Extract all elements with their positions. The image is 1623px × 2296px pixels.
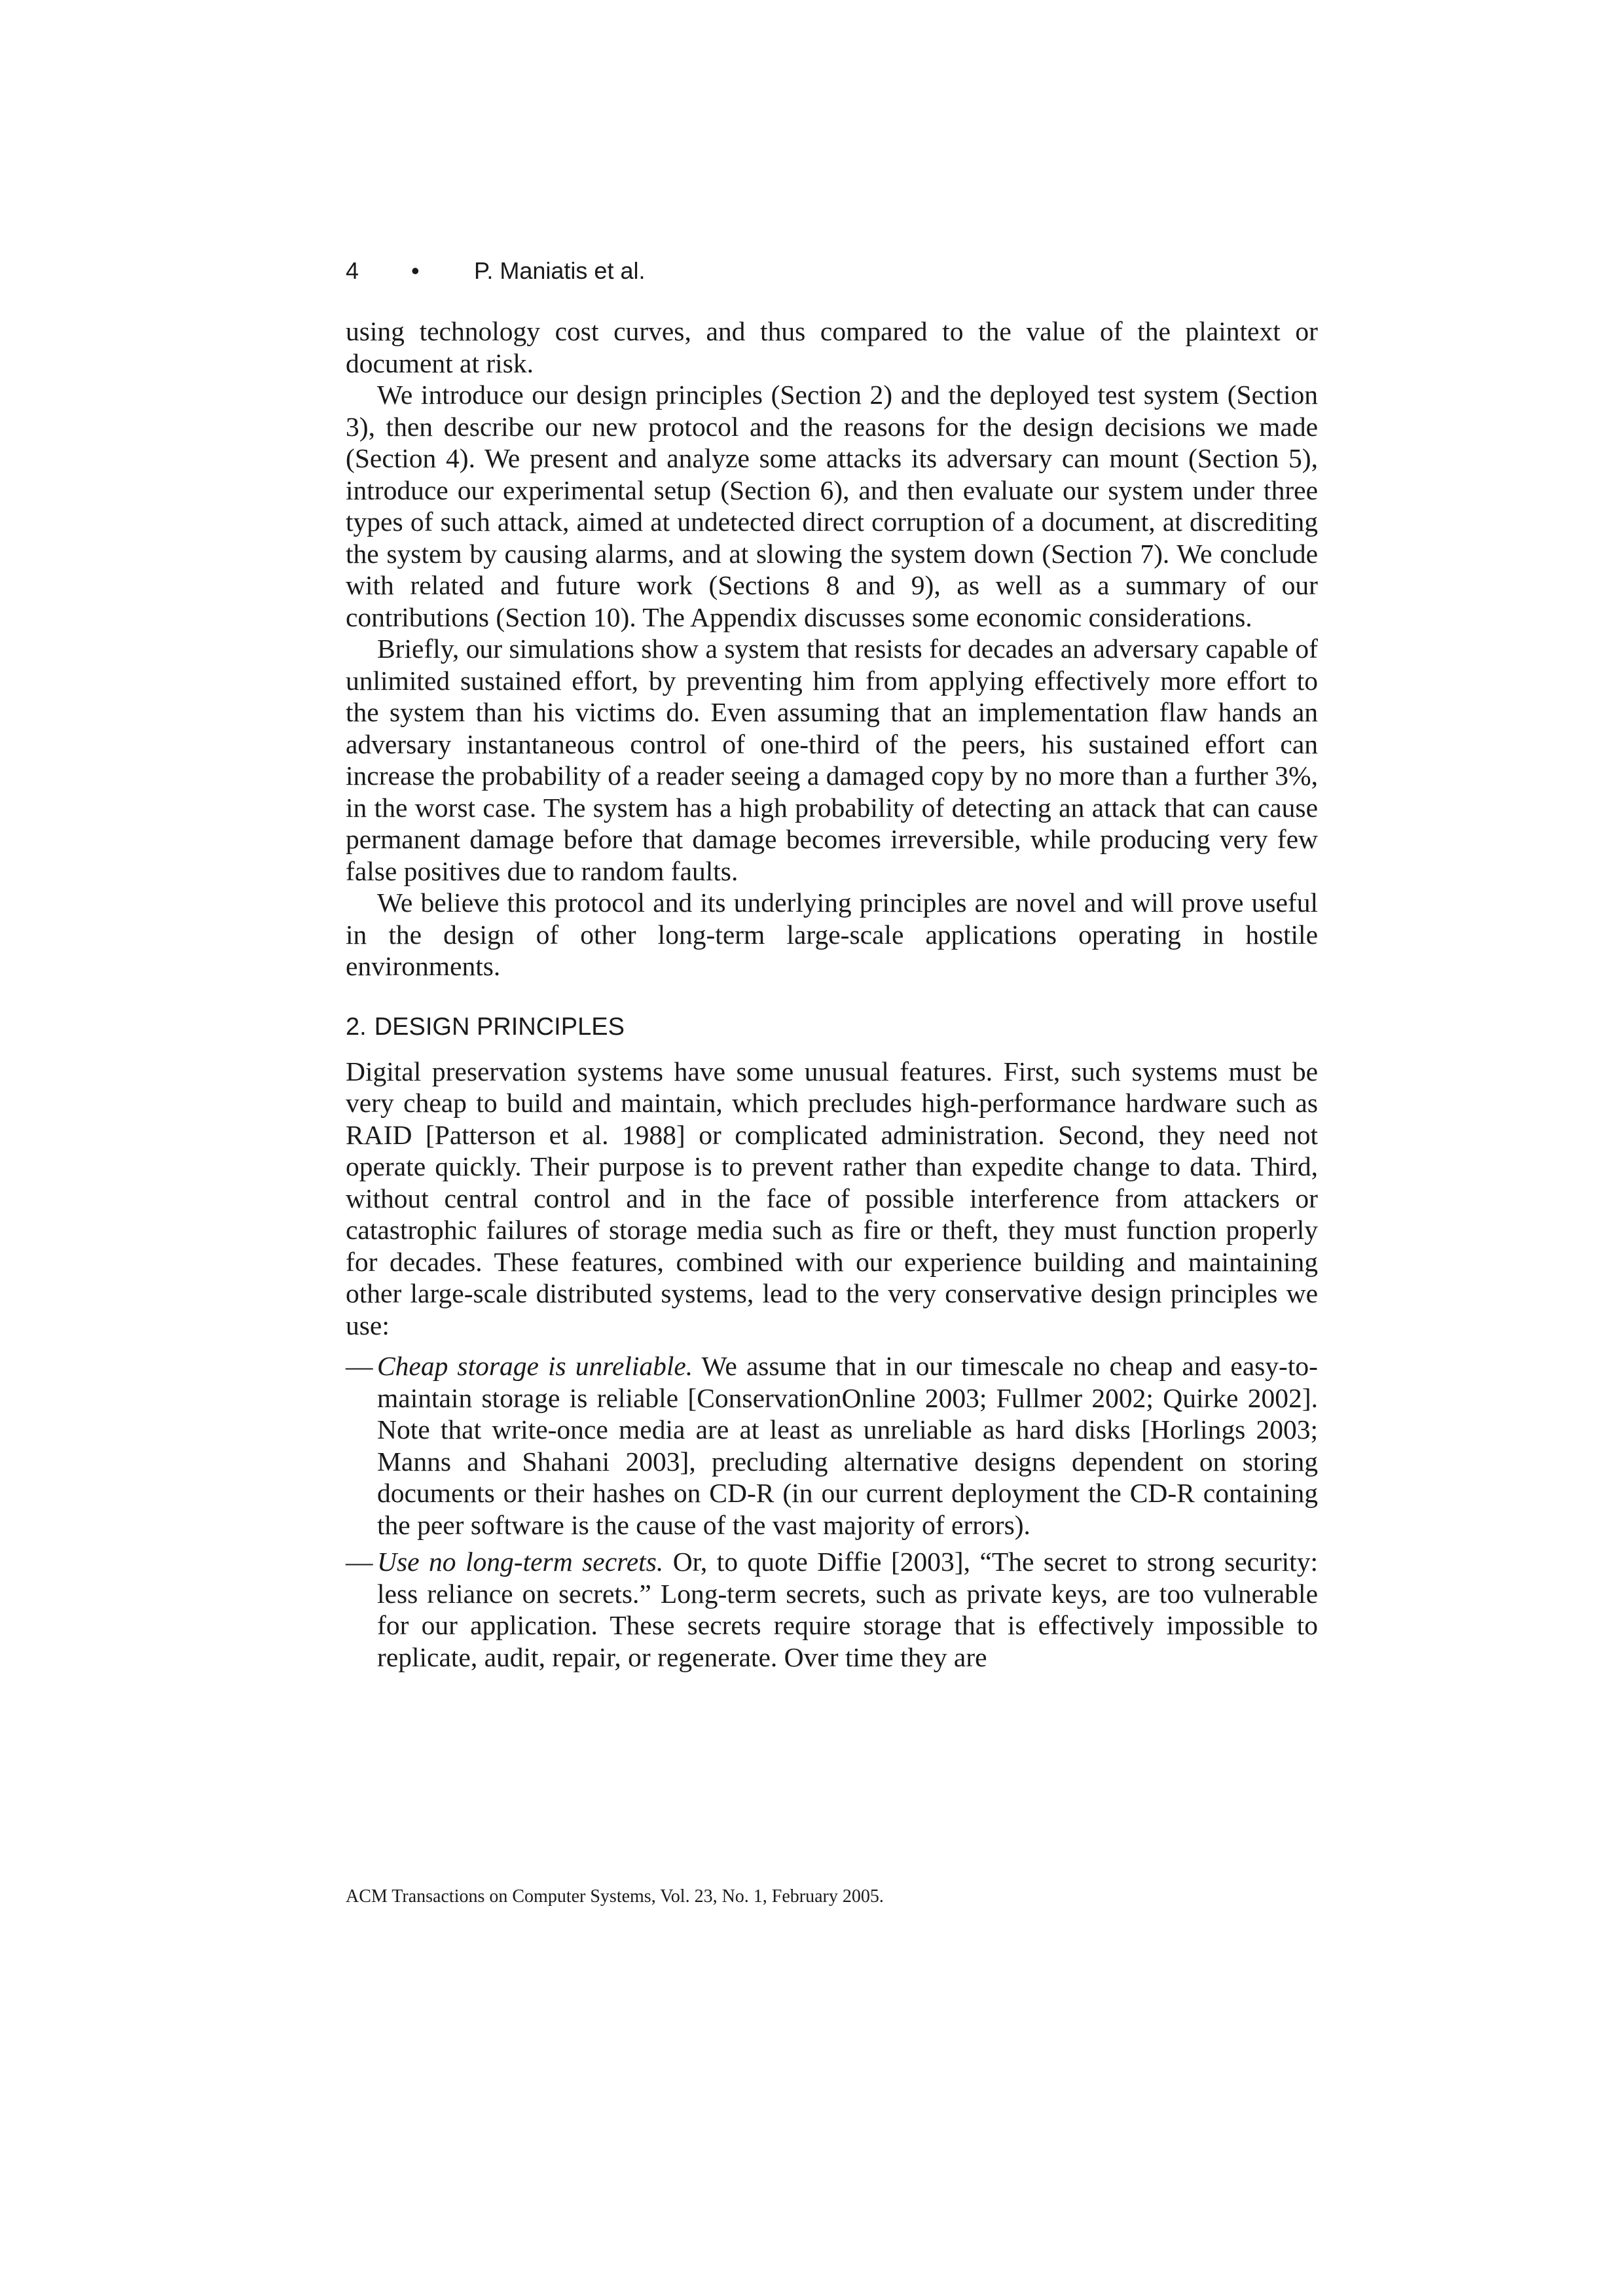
- principle-text: We assume that in our timescale no cheap and easy-to-maintain storage is reliable [ConservationOnline 2003; Fullmer 2002; Quirke 2002]. Note that write-once media are at least as unreliable as hard disks [Horlings 2003; Manns and Shahani 2003], precluding alternative designs dependent on storing documents or their hashes on CD-R (in our current deployment the CD-R containing the peer software is the cause of the vast majority of errors).: [377, 1351, 1318, 1540]
- paragraph-outline: We introduce our design principles (Section 2) and the deployed test system (Section 3), then describe our new protocol and the reasons for the design decisions we made (Section 4). We present and analyze some attacks its adversary can mount (Section 5), introduce our experimental setup (Section 6), and then evaluate our system under three types of such attack, aimed at undetected direct corruption of a document, at discrediting the system by causing alarms, and at slowing the system down (Section 7). We conclude with related and future work (Sections 8 and 9), as well as a summary of our contributions (Section 10). The Appendix discusses some economic considerations.: [346, 380, 1318, 632]
- principle-text: Or, to quote Diffie [2003], “The secret to strong security: less reliance on secrets.” Long-term secrets, such as private keys, are too vulnerable for our application. These secrets require storage that is effectively impossible to replicate, audit, repair, or regenerate. Over time they are: [377, 1547, 1318, 1672]
- list-dash: —: [346, 1351, 373, 1381]
- list-item: [346, 1546, 1318, 1673]
- list-item: [346, 1350, 1318, 1541]
- body-text: [346, 315, 1318, 1678]
- journal-footer: ACM Transactions on Computer Systems, Vol. 23, No. 1, February 2005.: [346, 1886, 884, 1907]
- list-dash: —: [346, 1547, 373, 1577]
- paragraph-novelty: We believe this protocol and its underlying principles are novel and will prove useful in the design of other long-term large-scale applications operating in hostile environments.: [346, 888, 1318, 981]
- page-number: 4: [346, 257, 359, 284]
- paragraph-results: Briefly, our simulations show a system that resists for decades an adversary capable of unlimited sustained effort, by preventing him from applying effectively more effort to the system than his victims do. Even assuming that an implementation flaw hands an adversary instantaneous control of one-third of the peers, his sustained effort can increase the probability of a reader seeing a damaged copy by no more than a further 3%, in the worst case. The system has a high probability of detecting an attack that can cause permanent damage before that damage becomes irreversible, while producing very few false positives due to random faults.: [346, 634, 1318, 886]
- paragraph-continued: using technology cost curves, and thus compared to the value of the plaintext or document at risk.: [346, 316, 1318, 378]
- header-authors: P. Maniatis et al.: [474, 257, 646, 284]
- running-head: [346, 254, 645, 288]
- section-number: 2.: [346, 1013, 367, 1041]
- section-title: DESIGN PRINCIPLES: [374, 1013, 625, 1041]
- section-intro-paragraph: Digital preservation systems have some unusual features. First, such systems must be very cheap to build and maintain, which precludes high-performance hardware such as RAID [Patterson et al. 1988] or complicated administration. Second, they need not operate quickly. Their purpose is to prevent rather than expedite change to data. Third, without central control and in the face of possible interference from attackers or catastrophic failures of storage media such as fire or theft, they must function properly for decades. These features, combined with our experience building and maintaining other large-scale distributed systems, lead to the very conservative design principles we use:: [346, 1056, 1318, 1340]
- header-bullet: •: [411, 257, 420, 284]
- section-heading: [346, 1011, 1318, 1043]
- principle-lead: Cheap storage is unreliable.: [377, 1351, 693, 1381]
- principle-lead: Use no long-term secrets.: [377, 1547, 664, 1577]
- principles-list: [346, 1350, 1318, 1673]
